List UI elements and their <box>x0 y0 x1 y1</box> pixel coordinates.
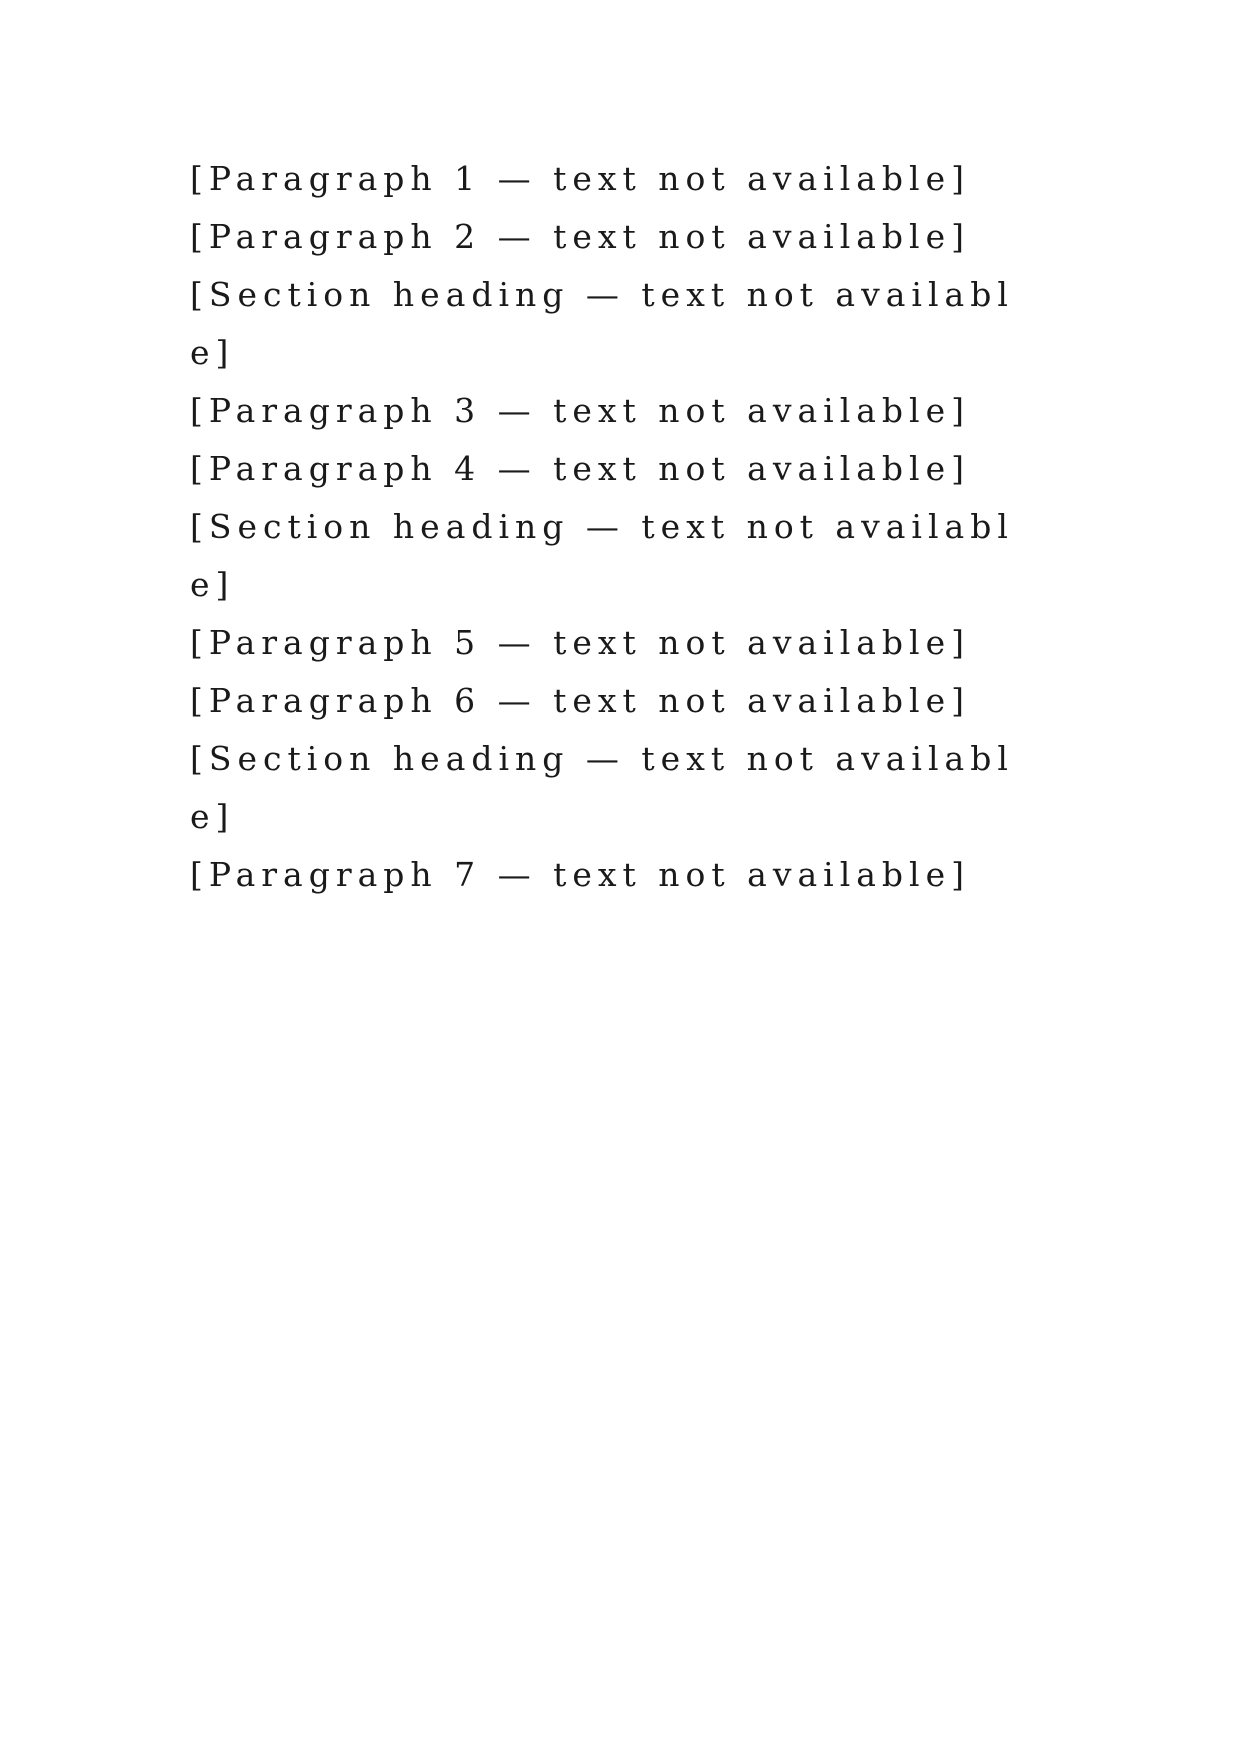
paragraph: [Paragraph 2 — text not available] <box>190 217 971 256</box>
paragraph: [Paragraph 6 — text not available] <box>190 681 971 720</box>
section-heading: [Section heading — text not available] <box>190 507 1014 604</box>
section-heading: [Section heading — text not available] <box>190 739 1014 836</box>
section-heading: [Section heading — text not available] <box>190 275 1014 372</box>
paragraph: [Paragraph 5 — text not available] <box>190 623 971 662</box>
paragraph: [Paragraph 4 — text not available] <box>190 449 971 488</box>
document-body <box>190 150 1051 904</box>
paragraph: [Paragraph 1 — text not available] <box>190 159 971 198</box>
paragraph: [Paragraph 7 — text not available] <box>190 855 971 894</box>
paragraph: [Paragraph 3 — text not available] <box>190 391 971 430</box>
